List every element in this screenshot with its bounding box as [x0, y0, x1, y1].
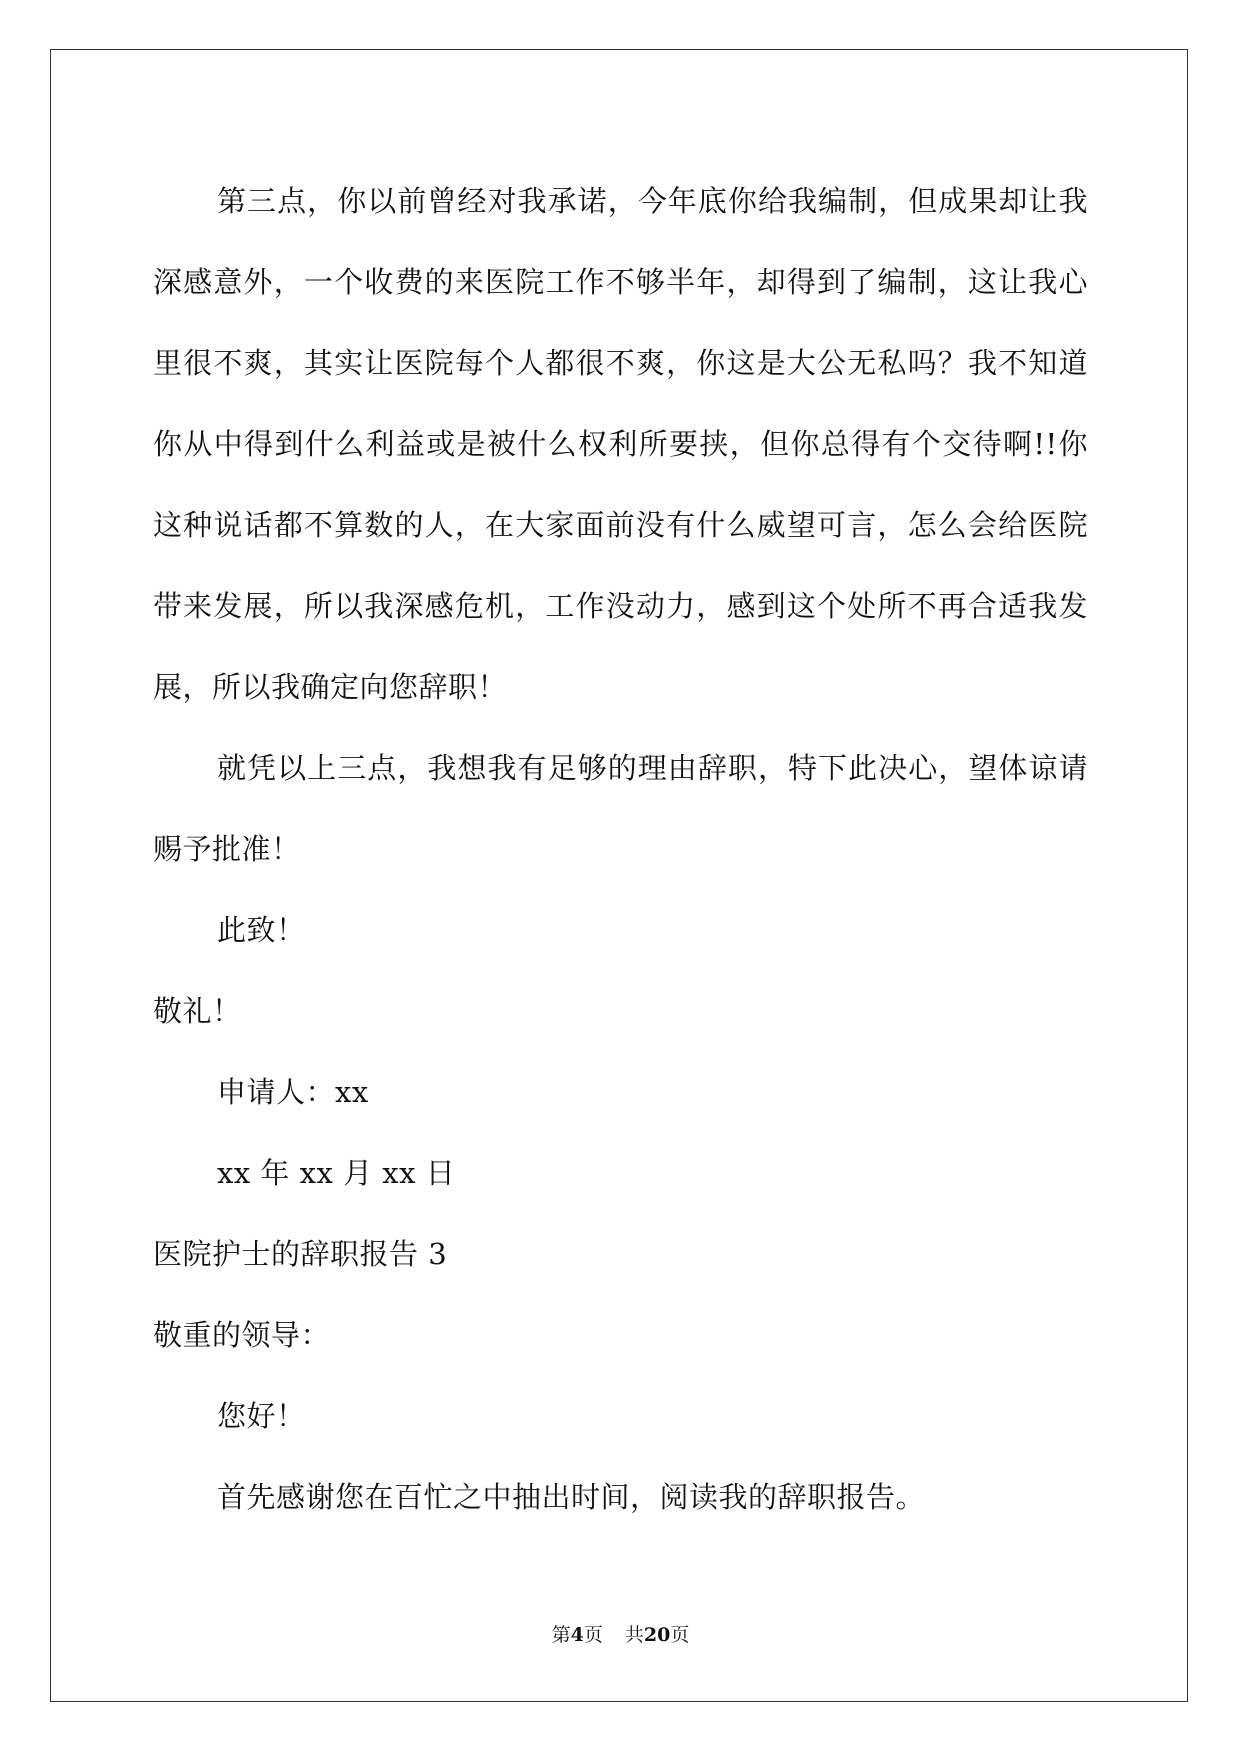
greeting-addressee: 敬重的领导：	[153, 1318, 331, 1352]
page-footer	[0, 1620, 1241, 1647]
page-prefix: 第	[551, 1624, 571, 1646]
closing-regards: 敬礼！	[153, 994, 242, 1028]
page-suffix: 页	[583, 1624, 603, 1646]
closing-salutation: 此致！	[217, 913, 306, 947]
paragraph-conclusion: 就凭以上三点，我想我有足够的理由辞职，特下此决心，望体谅请赐予批准！	[153, 751, 1088, 866]
page-number: 4	[570, 1624, 584, 1646]
section-title: 医院护士的辞职报告 3	[153, 1237, 448, 1271]
applicant-signature: 申请人：xx	[217, 1075, 369, 1109]
paragraph-opening: 首先感谢您在百忙之中抽出时间，阅读我的辞职报告。	[217, 1480, 926, 1514]
total-pages: 20	[643, 1624, 671, 1646]
signature-date: xx 年 xx 月 xx 日	[217, 1156, 456, 1190]
greeting-hello: 您好！	[217, 1399, 306, 1433]
total-suffix: 页	[670, 1624, 690, 1646]
paragraph-point-three: 第三点，你以前曾经对我承诺，今年底你给我编制，但成果却让我深感意外，一个收费的来医院工作不够半年，却得到了编制，这让我心里很不爽，其实让医院每个人都很不爽，你这是大公无私吗？我不知道你从中得到什么利益或是被什么权利所要挟，但你总得有个交待啊!!你这种说话都不算数的人，在大家面前没有什么威望可言，怎么会给医院带来发展，所以我深感危机，工作没动力，感到这个处所不再合适我发展，所以我确定向您辞职！	[153, 184, 1088, 704]
document-body	[153, 161, 1088, 1538]
total-prefix: 共	[624, 1624, 644, 1646]
